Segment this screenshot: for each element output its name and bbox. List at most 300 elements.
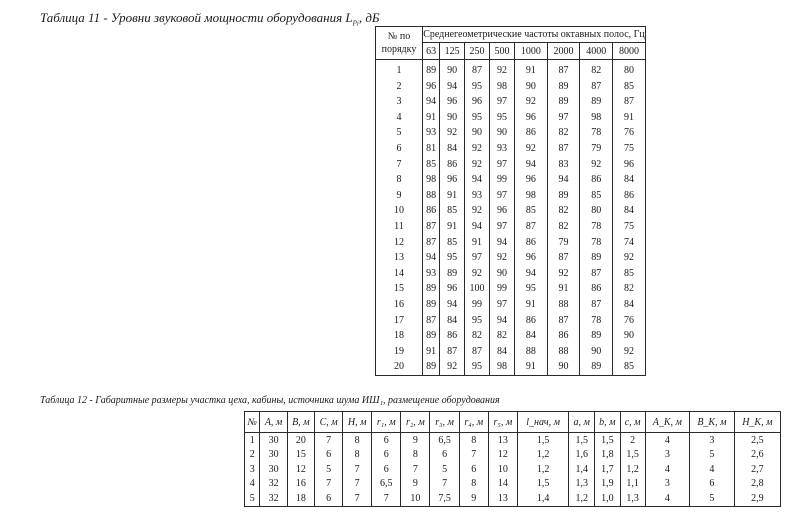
level-cell: 87 [547,141,580,157]
level-cell: 82 [547,219,580,235]
table-row [376,94,646,110]
dimension-cell: 6 [372,448,401,463]
row-number: 3 [376,94,423,110]
dimension-cell: 9 [401,477,430,492]
dimension-cell: 30 [260,433,287,448]
level-cell: 99 [465,297,490,313]
level-cell: 89 [423,297,440,313]
level-cell: 92 [465,266,490,282]
level-cell: 97 [490,188,515,204]
dimension-cell: 3 [690,433,735,448]
dimension-cell: 7 [459,448,488,463]
dimension-cell: 1,7 [595,462,621,477]
level-cell: 88 [423,188,440,204]
level-cell: 93 [423,266,440,282]
level-cell: 93 [490,141,515,157]
row-number: 7 [376,156,423,172]
row-number: 5 [376,125,423,141]
level-cell: 82 [613,281,646,297]
level-cell: 88 [547,297,580,313]
level-cell: 97 [490,219,515,235]
dimensions-table [244,411,781,507]
level-cell: 85 [613,266,646,282]
dimension-cell: 2,8 [734,477,780,492]
dimension-cell: 8 [459,477,488,492]
level-cell: 84 [440,312,465,328]
level-cell: 91 [514,359,547,375]
frequency-header: 125 [440,43,465,59]
dimension-cell: 4 [645,491,690,506]
level-cell: 94 [490,312,515,328]
level-cell: 96 [490,203,515,219]
level-cell: 96 [514,250,547,266]
row-number: 18 [376,328,423,344]
column-header: B, м [287,412,314,433]
level-cell: 89 [547,94,580,110]
dimension-cell: 5 [690,448,735,463]
level-cell: 97 [465,250,490,266]
level-cell: 96 [440,94,465,110]
level-cell: 99 [490,172,515,188]
dimension-cell: 6 [315,491,343,506]
dimension-cell: 1,2 [518,448,569,463]
level-cell: 78 [580,125,613,141]
table-row [376,343,646,359]
table-row [376,250,646,266]
dimension-cell: 4 [645,433,690,448]
level-cell: 92 [465,141,490,157]
dimension-cell: 6 [372,462,401,477]
level-cell: 92 [490,250,515,266]
level-cell: 92 [440,359,465,375]
level-cell: 99 [490,281,515,297]
level-cell: 86 [580,281,613,297]
dimension-cell: 1,1 [620,477,645,492]
dimension-cell: 1,4 [518,491,569,506]
frequency-header: 1000 [514,43,547,59]
level-cell: 91 [547,281,580,297]
dimension-cell: 7 [430,477,459,492]
level-cell: 89 [423,359,440,375]
dimension-cell: 32 [260,491,287,506]
level-cell: 89 [580,328,613,344]
row-number: 15 [376,281,423,297]
dimension-cell: 2,7 [734,462,780,477]
level-cell: 86 [440,328,465,344]
level-cell: 84 [613,203,646,219]
column-header: l_нач, м [518,412,569,433]
row-number: 1 [245,433,260,448]
table-row [376,141,646,157]
level-cell: 91 [465,234,490,250]
dimension-cell: 6,5 [430,433,459,448]
level-cell: 79 [580,141,613,157]
level-cell: 97 [490,297,515,313]
level-cell: 75 [613,141,646,157]
level-cell: 90 [490,125,515,141]
dimension-cell: 5 [430,462,459,477]
level-cell: 96 [514,110,547,126]
dimension-cell: 1,4 [569,462,595,477]
dimension-cell: 7 [315,477,343,492]
level-cell: 98 [490,78,515,94]
level-cell: 74 [613,234,646,250]
frequency-header: 8000 [613,43,646,59]
table-row [376,328,646,344]
dimension-cell: 2 [620,433,645,448]
dimension-cell: 1,2 [620,462,645,477]
level-cell: 98 [490,359,515,375]
dimension-cell: 12 [287,462,314,477]
dimension-cell: 7 [343,462,372,477]
level-cell: 98 [423,172,440,188]
column-header: r₄, м [459,412,488,433]
level-cell: 94 [440,78,465,94]
level-cell: 92 [465,156,490,172]
column-header: a, м [569,412,595,433]
level-cell: 95 [490,110,515,126]
level-cell: 88 [547,343,580,359]
level-cell: 93 [423,125,440,141]
row-number: 6 [376,141,423,157]
row-number: 14 [376,266,423,282]
dimension-cell: 8 [343,433,372,448]
row-number: 5 [245,491,260,506]
dimension-cell: 7 [401,462,430,477]
column-header: A, м [260,412,287,433]
level-cell: 88 [514,343,547,359]
level-cell: 85 [613,359,646,375]
row-number: 19 [376,343,423,359]
level-cell: 97 [547,110,580,126]
row-number: 12 [376,234,423,250]
frequency-header: 250 [465,43,490,59]
level-cell: 90 [440,59,465,78]
level-cell: 89 [423,328,440,344]
dimension-cell: 1,5 [595,433,621,448]
dimension-cell: 8 [343,448,372,463]
level-cell: 94 [440,297,465,313]
dimension-cell: 1,3 [569,477,595,492]
level-cell: 95 [465,110,490,126]
level-cell: 87 [423,234,440,250]
level-cell: 85 [440,203,465,219]
level-cell: 86 [514,125,547,141]
column-header: B_K, м [690,412,735,433]
row-number: 3 [245,462,260,477]
level-cell: 92 [547,266,580,282]
level-cell: 76 [613,312,646,328]
column-header: r₃, м [430,412,459,433]
column-header: r₅, м [488,412,517,433]
dimension-cell: 18 [287,491,314,506]
level-cell: 80 [580,203,613,219]
dimension-cell: 9 [459,491,488,506]
dimension-cell: 1,5 [569,433,595,448]
table-row [376,281,646,297]
table-row [376,188,646,204]
dimension-cell: 30 [260,448,287,463]
table-row [245,448,781,463]
level-cell: 78 [580,234,613,250]
level-cell: 75 [613,219,646,235]
level-cell: 92 [465,203,490,219]
table-row [376,203,646,219]
level-cell: 86 [580,172,613,188]
level-cell: 90 [440,110,465,126]
level-cell: 94 [514,266,547,282]
dimension-cell: 15 [287,448,314,463]
level-cell: 92 [580,156,613,172]
table-row [245,491,781,506]
dimension-cell: 1,5 [620,448,645,463]
level-cell: 81 [423,141,440,157]
level-cell: 87 [547,250,580,266]
level-cell: 89 [580,250,613,266]
dimension-cell: 8 [401,448,430,463]
table-row [245,477,781,492]
level-cell: 90 [613,328,646,344]
dimension-cell: 30 [260,462,287,477]
level-cell: 82 [547,203,580,219]
level-cell: 87 [613,94,646,110]
dimension-cell: 1,2 [569,491,595,506]
level-cell: 86 [514,234,547,250]
dimension-cell: 3 [645,477,690,492]
level-cell: 92 [490,59,515,78]
level-cell: 92 [613,343,646,359]
level-cell: 92 [613,250,646,266]
dimension-cell: 10 [488,462,517,477]
level-cell: 94 [514,156,547,172]
level-cell: 82 [490,328,515,344]
level-cell: 87 [580,78,613,94]
level-cell: 86 [514,312,547,328]
frequency-header: 63 [423,43,440,59]
dimension-cell: 6 [372,433,401,448]
dimension-cell: 7 [343,477,372,492]
level-cell: 90 [490,266,515,282]
level-cell: 76 [613,125,646,141]
column-header: r₁, м [372,412,401,433]
level-cell: 97 [490,156,515,172]
level-cell: 96 [440,172,465,188]
level-cell: 85 [613,78,646,94]
frequency-group-header: Среднегеометрические частоты октавных полос, Гц [423,27,646,43]
dimension-cell: 4 [645,462,690,477]
level-cell: 84 [613,172,646,188]
dimension-cell: 6 [315,448,343,463]
dimension-cell: 2,6 [734,448,780,463]
level-cell: 96 [514,172,547,188]
level-cell: 100 [465,281,490,297]
level-cell: 96 [465,94,490,110]
column-header: № [245,412,260,433]
table-row [376,110,646,126]
dimension-cell: 1,9 [595,477,621,492]
dimension-cell: 14 [488,477,517,492]
table-row [245,433,781,448]
row-number: 20 [376,359,423,375]
level-cell: 91 [514,297,547,313]
dimension-cell: 12 [488,448,517,463]
frequency-header: 4000 [580,43,613,59]
table-row [376,125,646,141]
row-number: 11 [376,219,423,235]
dimension-cell: 13 [488,491,517,506]
level-cell: 87 [580,297,613,313]
level-cell: 94 [465,172,490,188]
level-cell: 86 [440,156,465,172]
level-cell: 82 [465,328,490,344]
level-cell: 91 [440,219,465,235]
level-cell: 98 [514,188,547,204]
dimension-cell: 6 [430,448,459,463]
level-cell: 92 [514,141,547,157]
table-row [376,312,646,328]
level-cell: 87 [514,219,547,235]
level-cell: 84 [613,297,646,313]
level-cell: 98 [580,110,613,126]
level-cell: 78 [580,219,613,235]
table-row [376,266,646,282]
level-cell: 91 [613,110,646,126]
level-cell: 86 [423,203,440,219]
table-row [376,172,646,188]
level-cell: 89 [547,188,580,204]
table-row [376,234,646,250]
row-number: 2 [376,78,423,94]
dimension-cell: 10 [401,491,430,506]
table-row [376,297,646,313]
row-number: 1 [376,59,423,78]
level-cell: 90 [465,125,490,141]
level-cell: 82 [547,125,580,141]
level-cell: 97 [490,94,515,110]
level-cell: 96 [613,156,646,172]
row-number: 4 [245,477,260,492]
dimension-cell: 32 [260,477,287,492]
level-cell: 91 [440,188,465,204]
level-cell: 95 [465,78,490,94]
level-cell: 89 [547,78,580,94]
column-header: r₂, м [401,412,430,433]
sound-power-table [375,26,646,376]
dimension-cell: 9 [401,433,430,448]
level-cell: 84 [490,343,515,359]
level-cell: 94 [547,172,580,188]
frequency-header: 500 [490,43,515,59]
row-number: 16 [376,297,423,313]
dimension-cell: 7 [315,433,343,448]
row-number: 9 [376,188,423,204]
row-number: 2 [245,448,260,463]
level-cell: 82 [580,59,613,78]
level-cell: 95 [465,359,490,375]
column-header: c, м [620,412,645,433]
level-cell: 95 [440,250,465,266]
level-cell: 87 [465,343,490,359]
dimension-cell: 1,0 [595,491,621,506]
level-cell: 89 [580,359,613,375]
dimension-cell: 6 [459,462,488,477]
level-cell: 95 [465,312,490,328]
level-cell: 91 [514,59,547,78]
column-header: H, м [343,412,372,433]
level-cell: 92 [514,94,547,110]
level-cell: 84 [514,328,547,344]
level-cell: 93 [465,188,490,204]
dimension-cell: 16 [287,477,314,492]
level-cell: 94 [465,219,490,235]
table-row [376,156,646,172]
dimension-cell: 1,5 [518,477,569,492]
level-cell: 85 [440,234,465,250]
level-cell: 87 [440,343,465,359]
level-cell: 87 [423,219,440,235]
level-cell: 78 [580,312,613,328]
level-cell: 91 [423,343,440,359]
level-cell: 87 [547,312,580,328]
level-cell: 89 [440,266,465,282]
dimension-cell: 3 [645,448,690,463]
table-row [376,78,646,94]
row-number: 10 [376,203,423,219]
column-header: A_K, м [645,412,690,433]
dimension-cell: 6 [690,477,735,492]
dimension-cell: 1,5 [518,433,569,448]
dimension-cell: 5 [315,462,343,477]
dimension-cell: 7 [343,491,372,506]
dimension-cell: 5 [690,491,735,506]
dimension-cell: 1,6 [569,448,595,463]
dimension-cell: 13 [488,433,517,448]
dimension-cell: 7,5 [430,491,459,506]
level-cell: 79 [547,234,580,250]
dimension-cell: 2,5 [734,433,780,448]
level-cell: 85 [580,188,613,204]
level-cell: 91 [423,110,440,126]
level-cell: 80 [613,59,646,78]
level-cell: 85 [423,156,440,172]
level-cell: 94 [423,250,440,266]
level-cell: 87 [423,312,440,328]
row-number: 17 [376,312,423,328]
level-cell: 92 [440,125,465,141]
dimension-cell: 1,3 [620,491,645,506]
table-row [245,462,781,477]
table-12-title: Таблица 12 - Габаритные размеры участка цеха, кабины, источника шума ИШ₁, размещение оборудования [40,395,500,406]
column-header: b, м [595,412,621,433]
column-header: H_K, м [734,412,780,433]
table-row [376,359,646,375]
level-cell: 90 [547,359,580,375]
level-cell: 96 [440,281,465,297]
row-number: 13 [376,250,423,266]
level-cell: 90 [580,343,613,359]
level-cell: 87 [547,59,580,78]
table-row [376,59,646,78]
dimension-cell: 2,9 [734,491,780,506]
level-cell: 94 [423,94,440,110]
frequency-header: 2000 [547,43,580,59]
table-row [376,219,646,235]
column-header: C, м [315,412,343,433]
level-cell: 85 [514,203,547,219]
level-cell: 86 [547,328,580,344]
table-11-title: Таблица 11 - Уровни звуковой мощности оборудования $L_{Pi}$, дБ [40,10,380,28]
level-cell: 87 [580,266,613,282]
